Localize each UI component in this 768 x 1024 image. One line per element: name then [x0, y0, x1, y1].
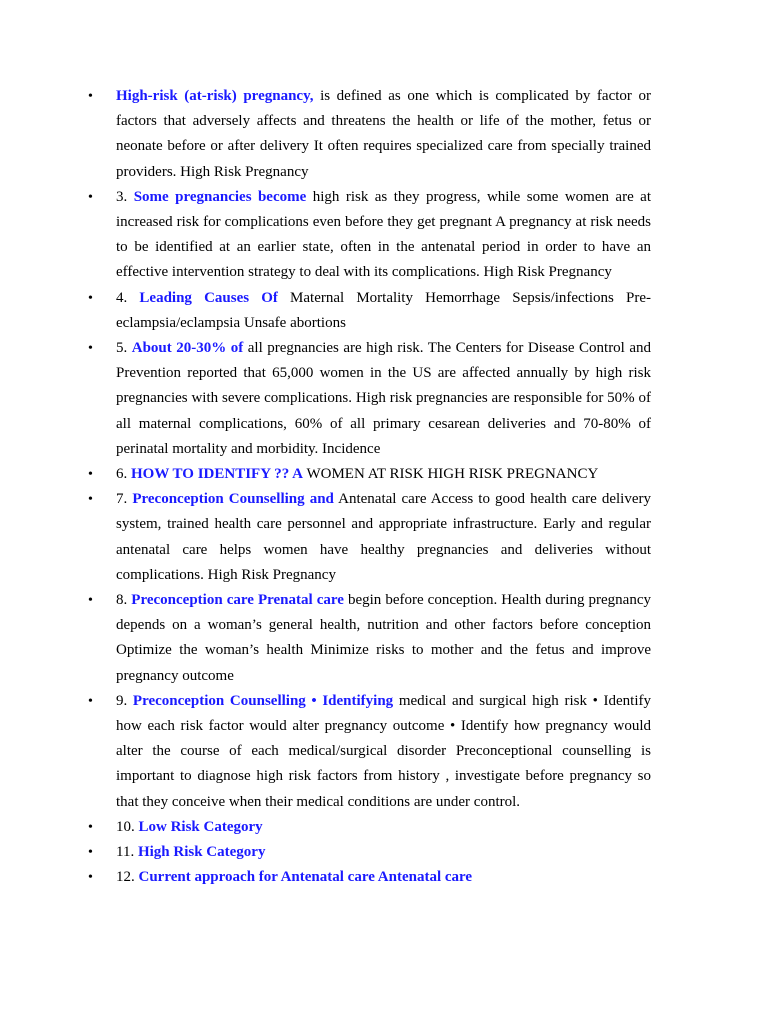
item-number: 3.	[116, 188, 134, 205]
item-highlight: Preconception Counselling • Identifying	[132, 692, 394, 709]
item-text: high risk as they progress, while some women are at increased risk for complications even before they get pregnant A pregnancy at risk needs to be identified at an earlier state, often in the antenatal period in order to have an effective intervention strategy to deal with its complications. High Risk Pregnancy	[116, 188, 652, 281]
item-number: 8.	[116, 592, 132, 609]
list-item	[84, 185, 651, 286]
item-highlight: Preconception care Prenatal care	[131, 592, 344, 609]
item-number: 10.	[116, 818, 139, 835]
item-number: 11.	[116, 844, 138, 861]
item-highlight: High Risk Category	[137, 844, 266, 861]
list-item	[84, 487, 651, 588]
item-highlight: High-risk (at-risk) pregnancy,	[116, 88, 314, 104]
item-number: 12.	[116, 869, 139, 886]
item-highlight: Leading Causes Of	[139, 289, 278, 306]
item-highlight: HOW TO IDENTIFY ?? A	[131, 466, 303, 483]
item-number: 6.	[116, 466, 131, 483]
bullet-icon: •	[88, 89, 93, 104]
list-item	[84, 286, 651, 336]
item-number: 4.	[116, 289, 140, 306]
list-item	[84, 689, 651, 815]
item-highlight: Low Risk Category	[138, 818, 263, 835]
bullet-icon: •	[88, 341, 93, 357]
item-highlight: About 20-30% of	[131, 340, 244, 357]
bullet-icon: •	[88, 870, 93, 886]
bullet-icon: •	[88, 467, 93, 483]
bullet-icon: •	[88, 189, 93, 205]
item-number: 9.	[116, 692, 133, 709]
list-item	[84, 840, 651, 865]
list-item	[84, 588, 651, 689]
bullet-icon: •	[88, 492, 93, 508]
item-text: Maternal Mortality Hemorrhage Sepsis/infections Pre-eclampsia/eclampsia Unsafe abortions	[116, 289, 652, 331]
item-highlight: Some pregnancies become	[133, 188, 307, 205]
bullet-icon: •	[88, 845, 93, 861]
bullet-icon: •	[88, 693, 93, 709]
item-text: is defined as one which is complicated by factor or factors that adversely affects and threatens the health or life of the mother, fetus or neonate before or after delivery It often requires specialized care from specially trained providers. High Risk Pregnancy	[116, 88, 651, 180]
item-highlight: Preconception Counselling and	[132, 491, 334, 508]
item-number: 7.	[116, 491, 133, 508]
bullet-list	[84, 84, 651, 891]
bullet-icon: •	[88, 593, 93, 609]
bullet-icon: •	[88, 290, 93, 306]
item-text: Antenatal care Access to good health care delivery system, trained health care personnel and appropriate infrastructure. Early and regular antenatal care helps women have healthy pregnancies and deliveries without complications. High Risk Pregnancy	[116, 491, 651, 583]
bullet-icon: •	[88, 819, 93, 835]
list-item	[84, 84, 651, 185]
item-text: medical and surgical high risk • Identify how each risk factor would alter pregnancy outcome • Identify how pregnancy would alter the course of each medical/surgical disorder Preconceptional counselling is important to diagnose high risk factors from history , investigate before pregnancy so that they conceive when their medical conditions are under control.	[116, 692, 651, 810]
item-text: begin before conception. Health during pregnancy depends on a woman’s general health, nutrition and other factors before conception Optimize the woman’s health Minimize risks to mother and the fetus and improve pregnancy outcome	[116, 592, 651, 684]
list-item	[84, 336, 651, 462]
item-highlight: Current approach for Antenatal care Antenatal care	[138, 869, 473, 886]
list-item	[84, 865, 651, 890]
list-item	[84, 462, 651, 487]
item-text: WOMEN AT RISK HIGH RISK PREGNANCY	[303, 466, 599, 483]
item-number: 5.	[116, 340, 132, 357]
list-item	[84, 815, 651, 840]
item-text: all pregnancies are high risk. The Centers for Disease Control and Prevention reported that 65,000 women in the US are affected annually by high risk pregnancies with severe complications. High risk pregnancies are responsible for 50% of all maternal complications, 60% of all primary cesarean deliveries and 70-80% of perinatal mortality and morbidity. Incidence	[116, 340, 652, 457]
